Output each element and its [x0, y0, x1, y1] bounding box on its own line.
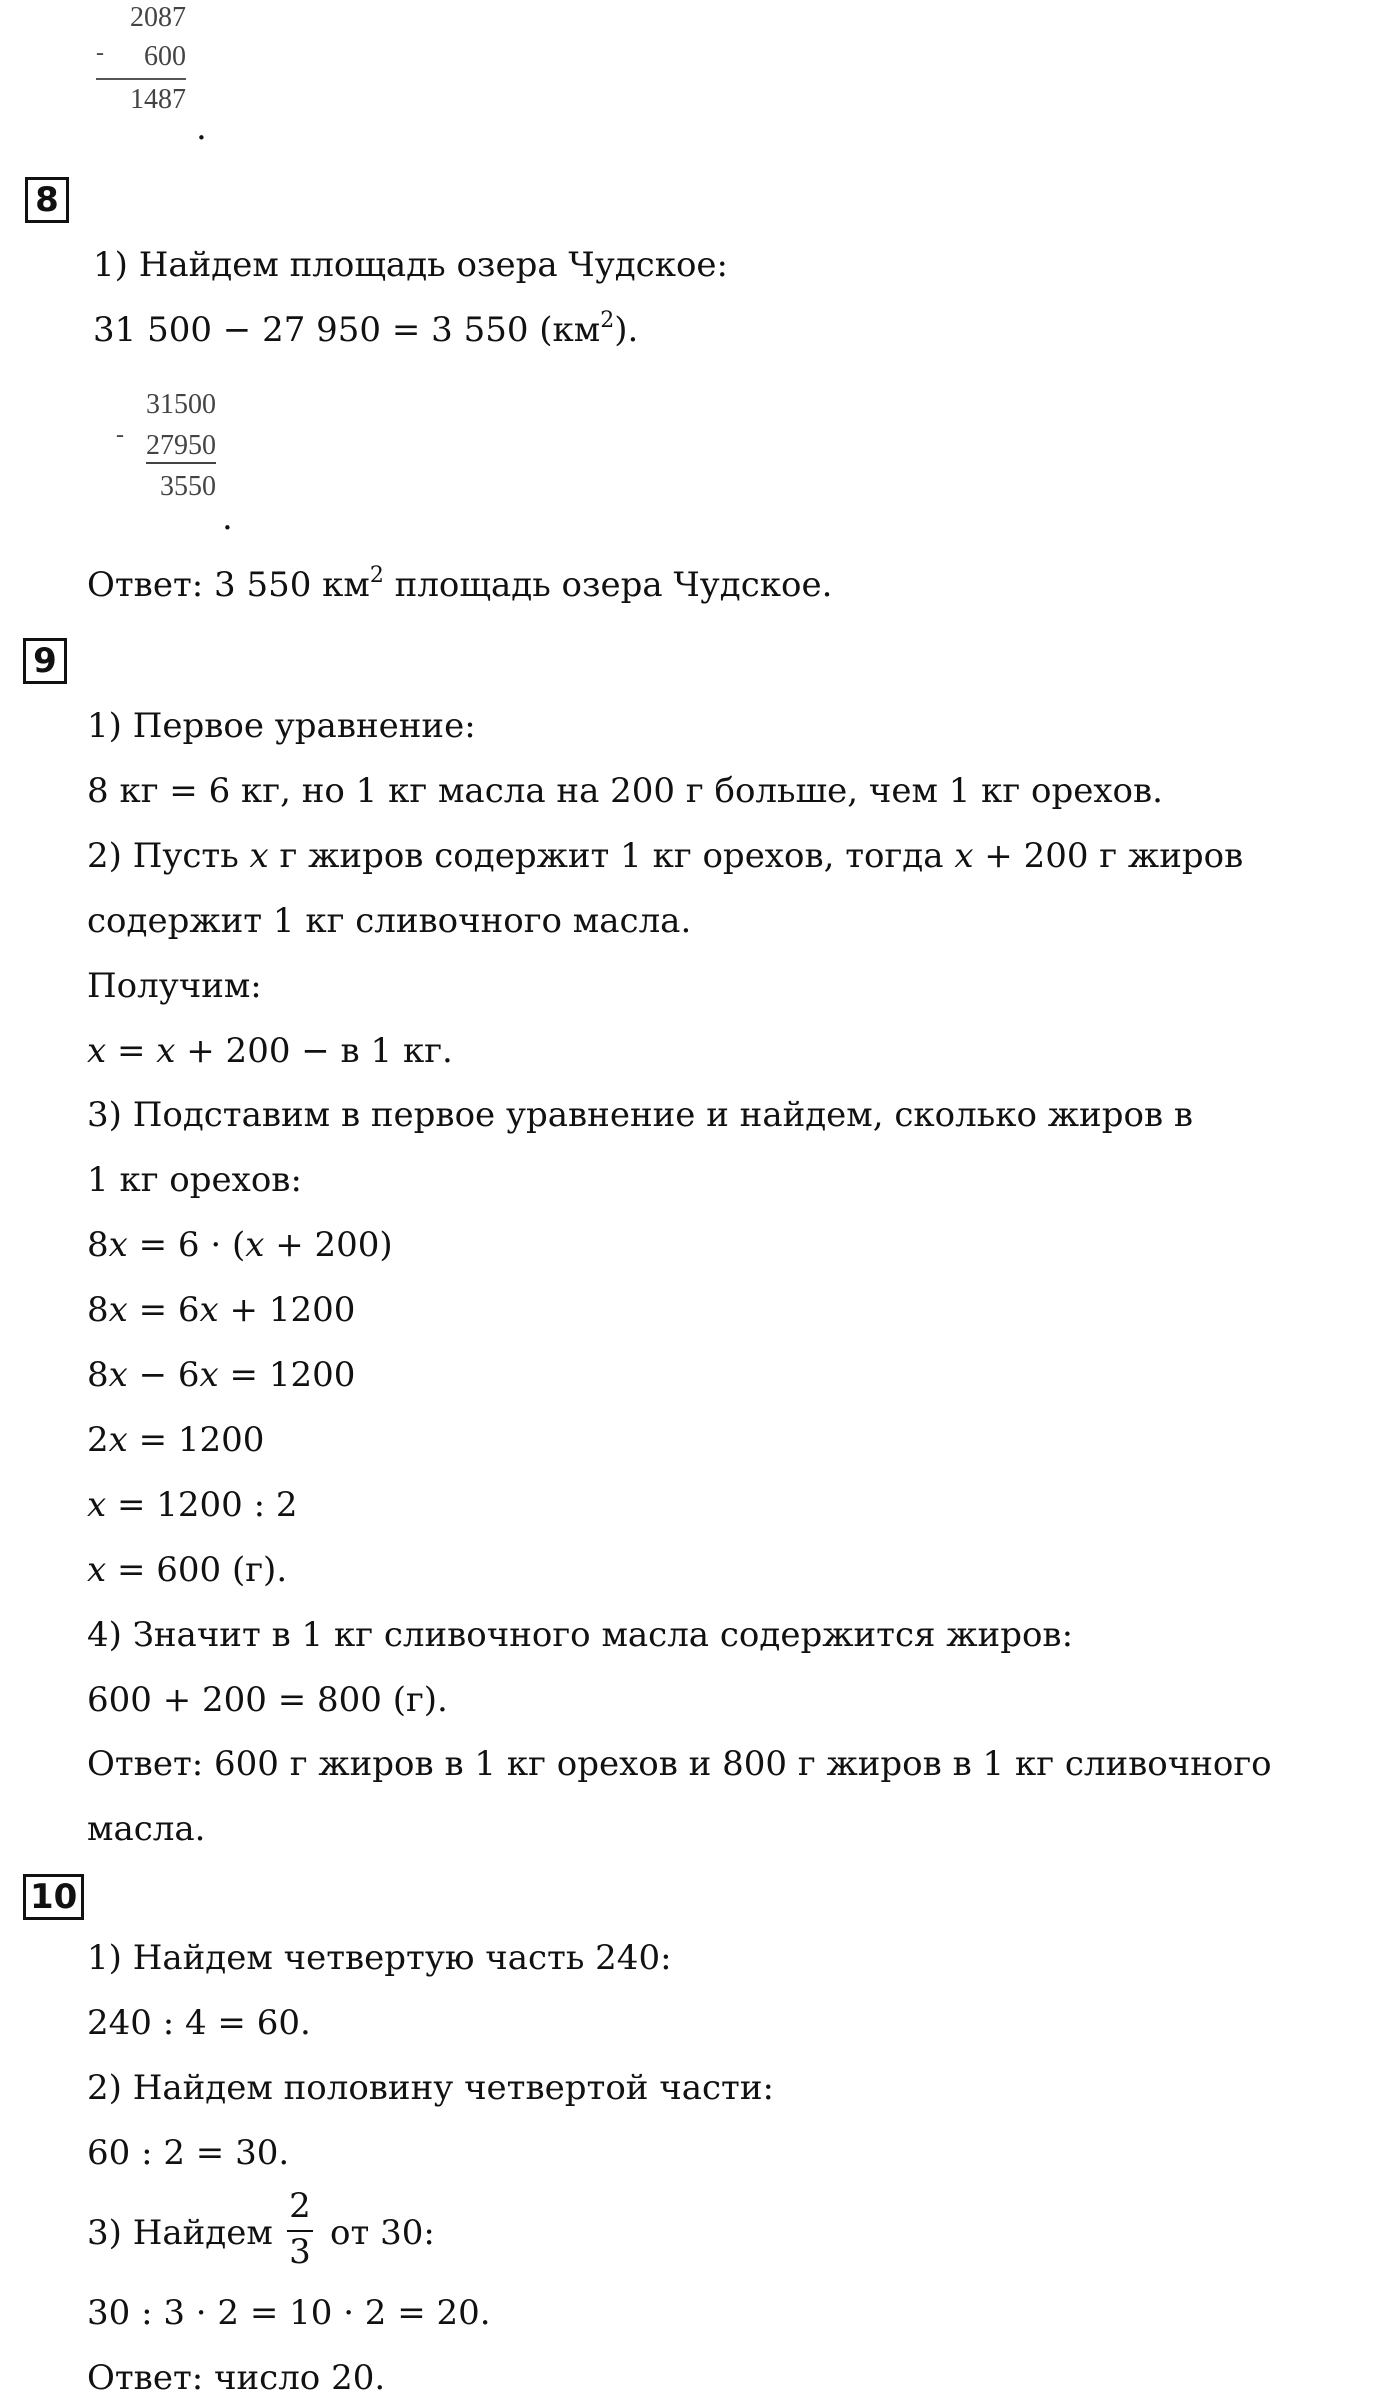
text-line: 𝑥 = 𝑥 + 200 − в 1 кг. — [87, 1031, 453, 1071]
answer-line: Ответ: число 20. — [87, 2358, 386, 2398]
task-number-badge: 10 — [23, 1874, 84, 1920]
text-line: 1) Первое уравнение: — [87, 706, 476, 746]
equation-line: 240 : 4 = 60. — [87, 2003, 311, 2043]
column-subtraction-7 — [96, 0, 186, 120]
minuend: 2087 — [130, 2, 186, 33]
text-line: 3) Подставим в первое уравнение и найдем, сколько жиров в — [87, 1095, 1194, 1135]
equation-line: 30 : 3 · 2 = 10 · 2 = 20. — [87, 2293, 491, 2333]
text-line: 8𝑥 = 6 · (𝑥 + 200) — [87, 1225, 393, 1265]
period-mark: . — [222, 498, 233, 538]
text-line: 600 + 200 = 800 (г). — [87, 1680, 448, 1720]
text-line: масла. — [87, 1809, 206, 1849]
text-line: 1) Найдем площадь озера Чудское: — [93, 245, 728, 285]
fraction-numerator: 2 — [289, 2186, 311, 2226]
text-line: от 30: — [330, 2213, 435, 2253]
difference: 3550 — [160, 471, 216, 502]
minus-sign: - — [116, 422, 124, 448]
text-line: Ответ: 600 г жиров в 1 кг орехов и 800 г жиров в 1 кг сливочного — [87, 1744, 1272, 1784]
text-line: 2) Пусть 𝑥 г жиров содержит 1 кг орехов, тогда 𝑥 + 200 г жиров — [87, 836, 1244, 876]
text-line: 8𝑥 = 6𝑥 + 1200 — [87, 1290, 356, 1330]
fraction-denominator: 3 — [289, 2232, 311, 2272]
column-subtraction-8 — [116, 384, 216, 507]
text-line: 1) Найдем четвертую часть 240: — [87, 1938, 672, 1978]
minuend: 31500 — [146, 389, 216, 420]
task-number-badge: 8 — [25, 177, 69, 223]
text-line: 8𝑥 − 6𝑥 = 1200 — [87, 1355, 356, 1395]
text-line: 2𝑥 = 1200 — [87, 1420, 265, 1460]
period-mark: . — [196, 108, 207, 148]
equation-line: 31 500 − 27 950 = 3 550 $(км^2)$. — [93, 308, 639, 350]
text-line: Получим: — [87, 966, 262, 1006]
subtrahend: - 27950 — [116, 425, 216, 466]
text-line: 𝑥 = 1200 : 2 — [87, 1485, 298, 1525]
text-line: 1 кг орехов: — [87, 1160, 302, 1200]
difference: 1487 — [96, 78, 186, 120]
text-line: 8 кг = 6 кг, но 1 кг масла на 200 г больше, чем 1 кг орехов. — [87, 771, 1163, 811]
text-line: 3) Найдем — [87, 2213, 273, 2253]
answer-line: Ответ: 3 550 $км^2$ площадь озера Чудское. — [87, 563, 833, 605]
minus-sign: - — [96, 40, 104, 66]
text-line: 4) Значит в 1 кг сливочного масла содержится жиров: — [87, 1615, 1074, 1655]
subtrahend: - 600 — [96, 36, 186, 78]
equation-line: 60 : 2 = 30. — [87, 2133, 290, 2173]
task-number-badge: 9 — [23, 638, 67, 684]
text-line: 𝑥 = 600 (г). — [87, 1550, 288, 1590]
text-line: 2) Найдем половину четвертой части: — [87, 2068, 774, 2108]
text-line: содержит 1 кг сливочного масла. — [87, 901, 692, 941]
